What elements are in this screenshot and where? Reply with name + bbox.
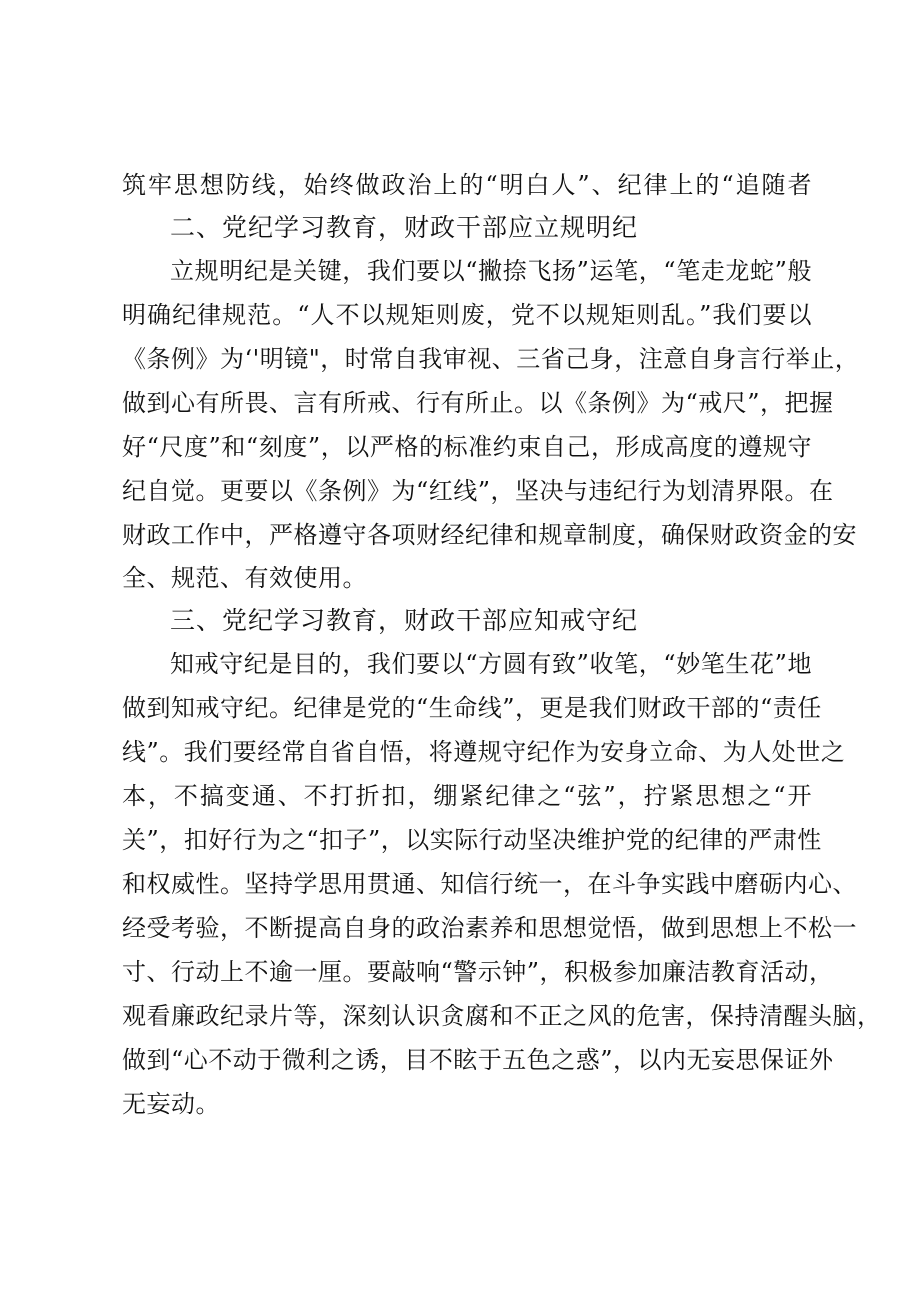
paragraph-line: 本，不搞变通、不打折扣，绷紧纪律之“弦”，拧紧思想之“开 <box>122 782 812 810</box>
paragraph-line: 明确纪律规范。“人不以规矩则废，党不以规矩则乱。”我们要以 <box>122 301 812 329</box>
paragraph-line: 财政工作中，严格遵守各项财经纪律和规章制度，确保财政资金的安 <box>122 521 857 549</box>
paragraph-line: 全、规范、有效使用。 <box>122 564 367 592</box>
paragraph-line: 线”。我们要经常自省自悟，将遵规守纪作为安身立命、为人处世之 <box>122 738 846 766</box>
paragraph-line: 经受考验，不断提高自身的政治素养和思想觉悟，做到思想上不松一 <box>122 914 857 942</box>
paragraph-line: 做到“心不动于微利之诱，目不眩于五色之惑”，以内无妄思保证外 <box>122 1046 834 1074</box>
paragraph-line: 做到知戒守纪。纪律是党的“生命线”，更是我们财政干部的“责任 <box>122 694 822 722</box>
section-heading-2: 二、党纪学习教育，财政干部应立规明纪 <box>170 213 639 242</box>
paragraph-line: 立规明纪是关键，我们要以“撇捺飞扬”运笔，“笔走龙蛇”般 <box>170 257 812 285</box>
paragraph-line: 和权威性。坚持学思用贯通、知信行统一，在斗争实践中磨砺内心、 <box>122 870 857 898</box>
section-heading-3: 三、党纪学习教育，财政干部应知戒守纪 <box>170 606 639 635</box>
paragraph-line: 好“尺度”和“刻度”，以严格的标准约束自己，形成高度的遵规守 <box>122 433 812 461</box>
paragraph-line-lead: 筑牢思想防线，始终做政治上的“明白人”、纪律上的“追随者 <box>122 171 812 199</box>
paragraph-line: 做到心有所畏、言有所戒、行有所止。以《条例》为“戒尺”，把握 <box>122 389 834 417</box>
paragraph-line: 纪自觉。更要以《条例》为“红线”，坚决与违纪行为划清界限。在 <box>122 477 834 505</box>
paragraph-line: 知戒守纪是目的，我们要以“方圆有致”收笔，“妙笔生花”地 <box>170 650 812 678</box>
paragraph-line: 寸、行动上不逾一厘。要敲响“警示钟”，积极参加廉洁教育活动， <box>122 958 834 986</box>
paragraph-line: 无妄动。 <box>122 1090 220 1118</box>
paragraph-line: 观看廉政纪录片等，深刻认识贪腐和不正之风的危害，保持清醒头脑， <box>122 1002 882 1030</box>
paragraph-line: 关”，扣好行为之“扣子”，以实际行动坚决维护党的纪律的严肃性 <box>122 826 822 854</box>
paragraph-line: 《条例》为‘'明镜"，时常自我审视、三省己身，注意自身言行举止， <box>122 345 860 373</box>
